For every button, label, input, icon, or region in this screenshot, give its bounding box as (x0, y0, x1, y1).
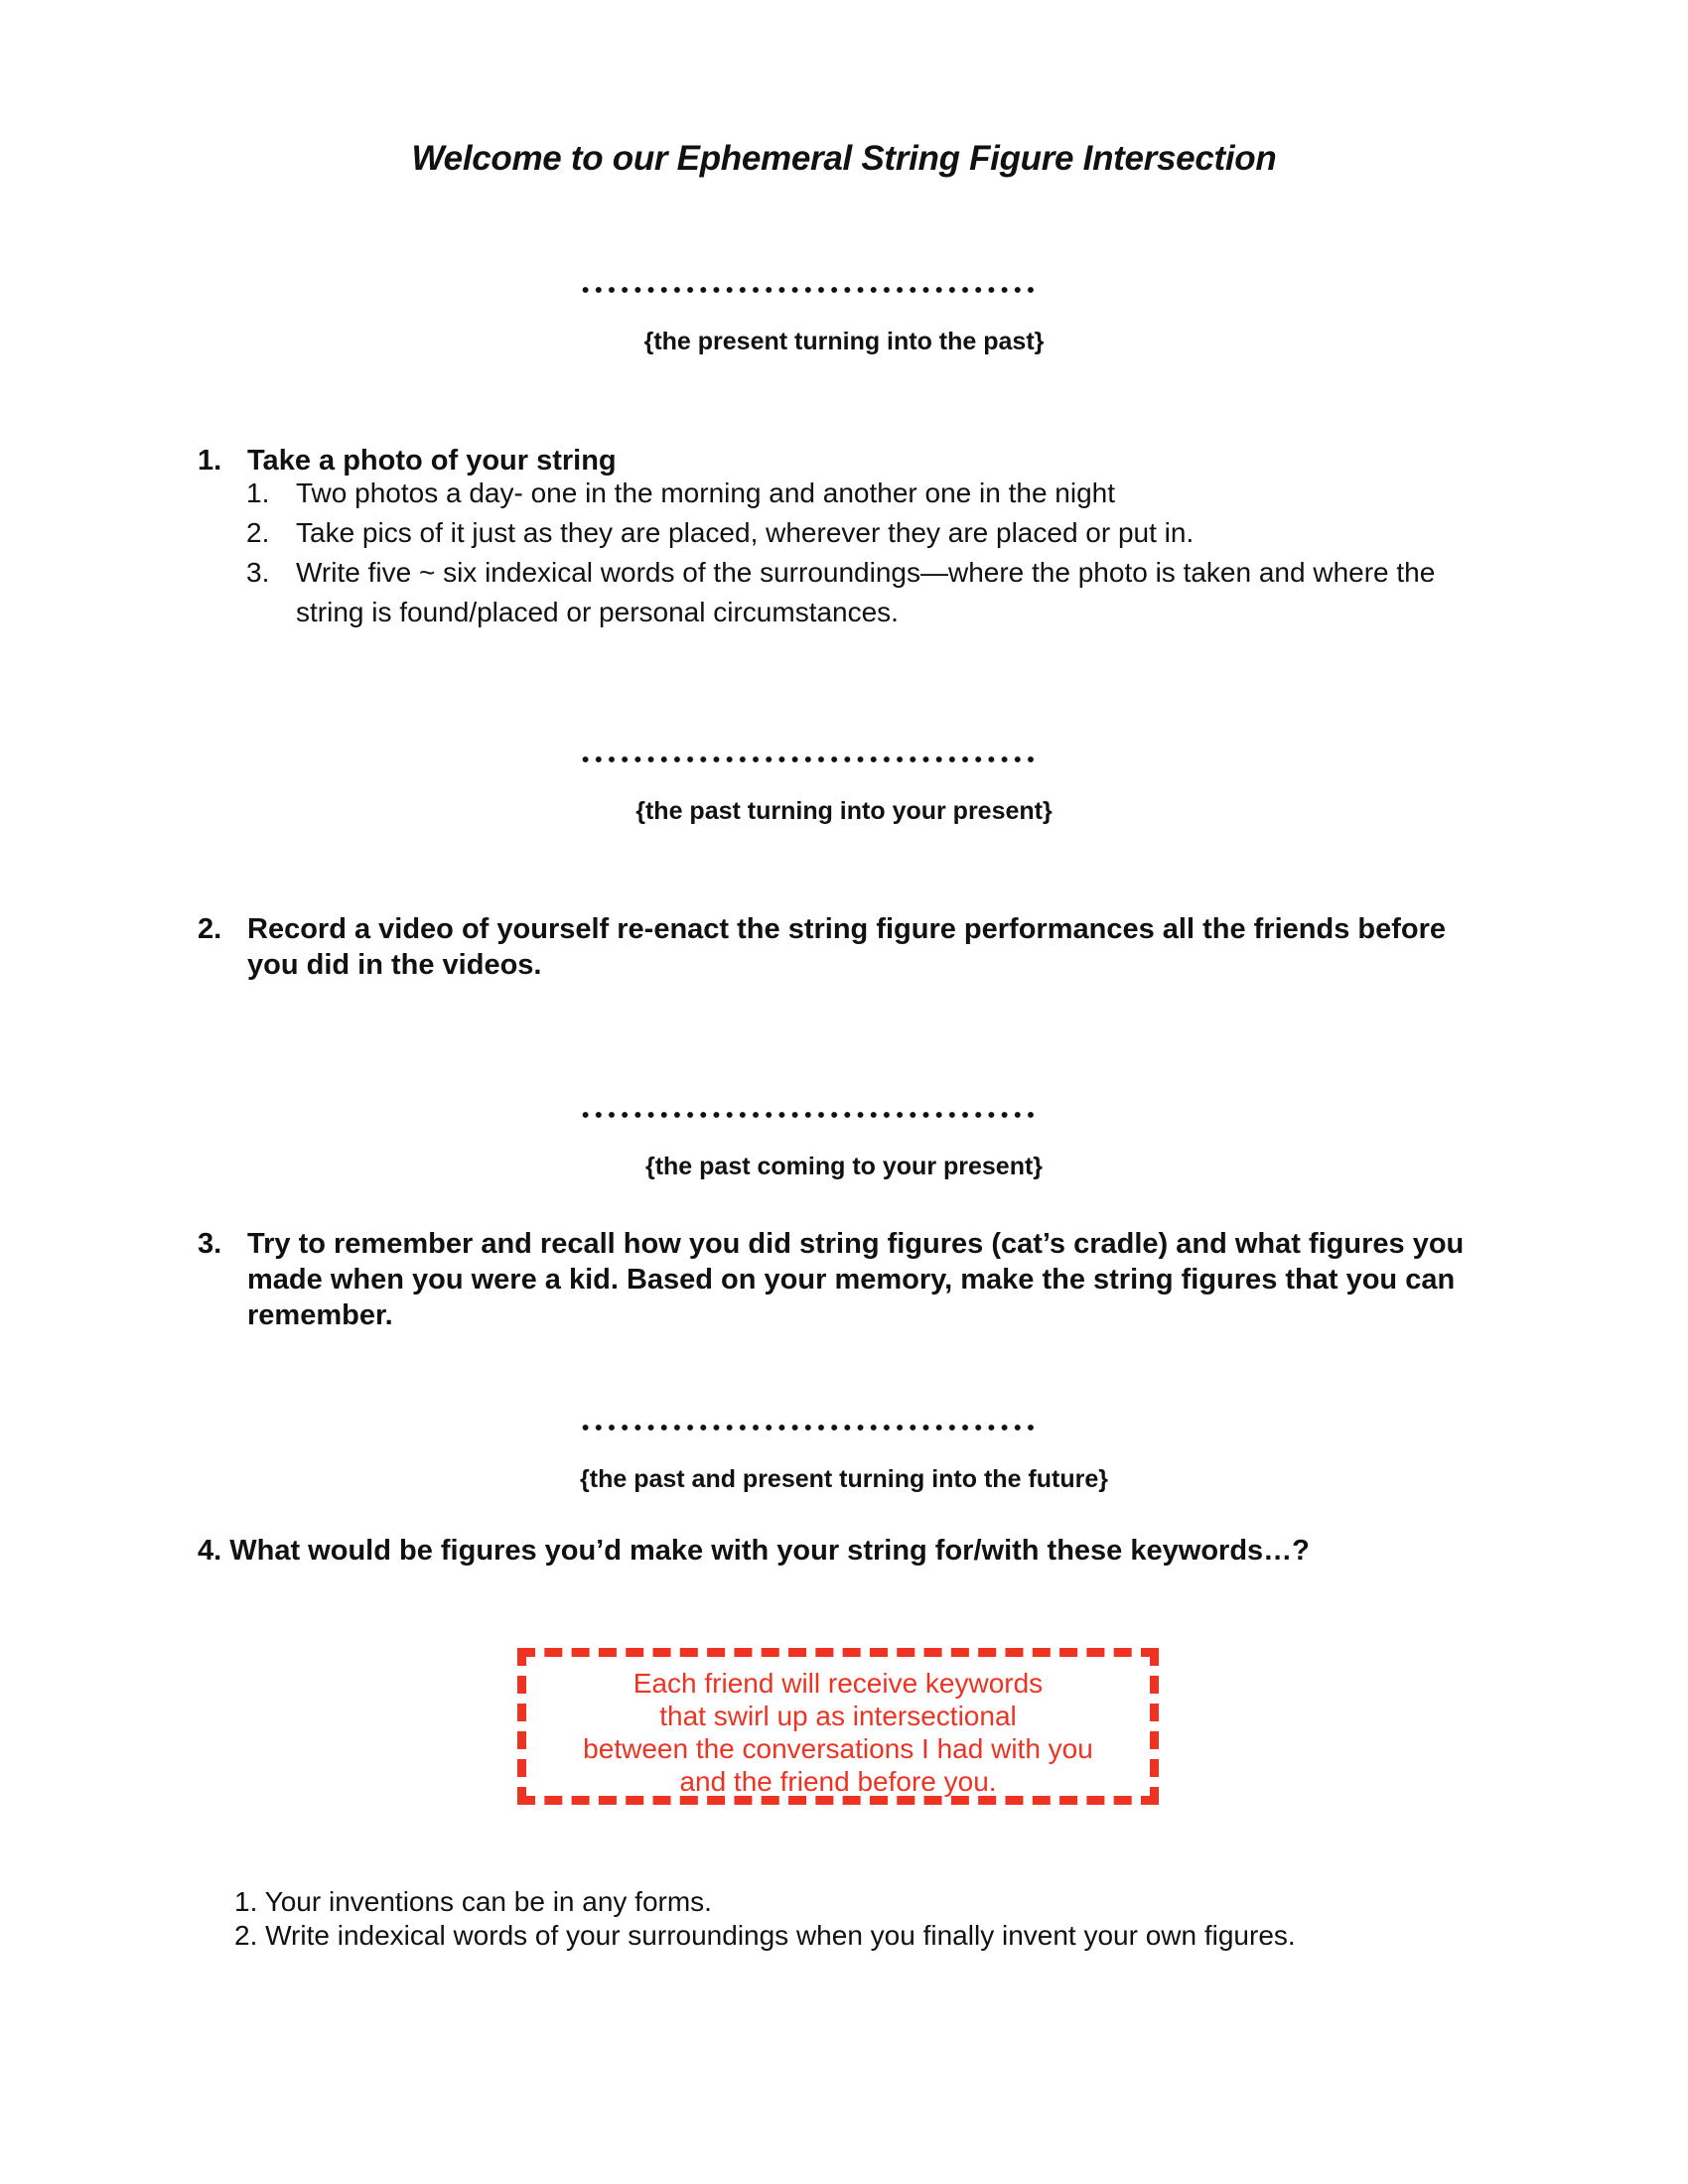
dotted-divider (579, 1425, 1038, 1431)
callout-line: and the friend before you. (679, 1766, 997, 1797)
sublist-text: Two photos a day- one in the morning and another one in the night (296, 478, 1116, 508)
sublist-number: 3. (246, 557, 270, 588)
section-subheading: {the present turning into the past} (643, 328, 1045, 355)
section-subheading: {the past and present turning into the future} (580, 1465, 1108, 1493)
step-1-sublist (246, 474, 1487, 632)
step-text: Try to remember and recall how you did string figures (cat’s cradle) and what figures you made when you were a kid. Based on your memory, make the string figures that you can remember. (247, 1228, 1465, 1331)
final-list-item: 2. Write indexical words of your surroundings when you finally invent your own figures. (234, 1920, 1296, 1951)
step-text: Record a video of yourself re-enact the string figure performances all the friends before you did in the videos. (247, 913, 1447, 981)
step-text: Take a photo of your string (247, 445, 617, 477)
final-list (234, 1885, 1525, 1953)
step-3 (198, 1226, 1488, 1333)
step-2 (198, 911, 1488, 983)
keywords-callout (517, 1648, 1159, 1805)
page-title: Welcome to our Ephemeral String Figure Intersection (411, 139, 1277, 178)
sublist-number: 2. (246, 517, 270, 548)
step-number: 2. (198, 913, 222, 945)
sublist-text: Take pics of it just as they are placed, wherever they are placed or put in. (296, 517, 1195, 548)
dotted-divider (579, 287, 1038, 293)
sublist-item (246, 553, 1487, 632)
sublist-text: Write five ~ six indexical words of the surroundings—where the photo is taken and where the string is found/placed or personal circumstances. (296, 557, 1436, 627)
sublist-number: 1. (246, 478, 270, 508)
dotted-divider (579, 1112, 1038, 1118)
step-4: 4. What would be figures you’d make with your string for/with these keywords…? (198, 1535, 1310, 1567)
step-number: 1. (198, 445, 222, 477)
callout-text (526, 1667, 1150, 1798)
final-list-item: 1. Your inventions can be in any forms. (234, 1886, 712, 1917)
callout-line: between the conversations I had with you (583, 1733, 1093, 1764)
sublist-item (246, 513, 1487, 553)
callout-line: that swirl up as intersectional (659, 1701, 1017, 1731)
step-number: 3. (198, 1228, 222, 1260)
section-subheading: {the past turning into your present} (635, 797, 1053, 825)
sublist-item (246, 474, 1487, 513)
dotted-divider (579, 756, 1038, 762)
section-subheading: {the past coming to your present} (644, 1153, 1044, 1180)
callout-line: Each friend will receive keywords (633, 1668, 1044, 1699)
